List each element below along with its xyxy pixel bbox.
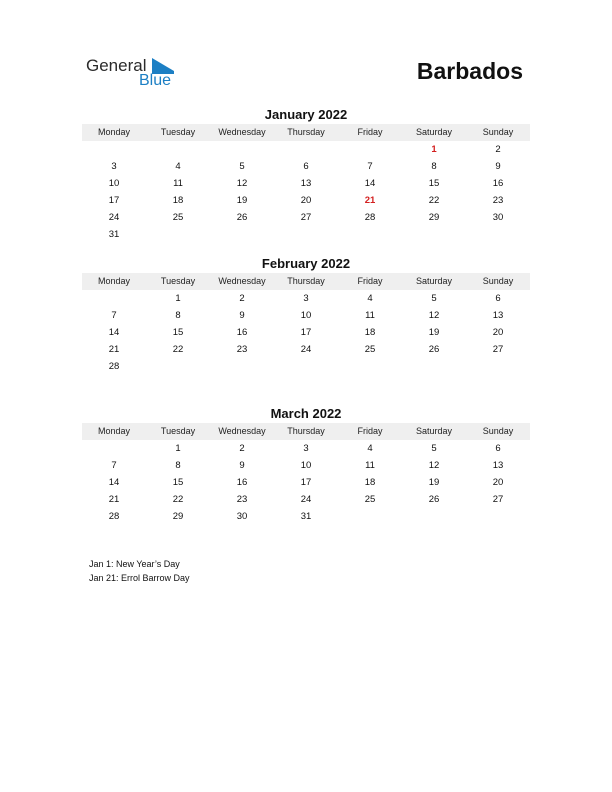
week-row xyxy=(82,290,530,307)
day-cell: 10 xyxy=(108,178,120,189)
day-cell xyxy=(338,358,402,375)
day-cell: 13 xyxy=(492,460,504,471)
weekday-label: Sunday xyxy=(482,426,514,436)
weekday-label: Friday xyxy=(357,127,383,137)
day-cell xyxy=(210,141,274,158)
day-cell: 9 xyxy=(239,310,245,321)
holiday-note: Jan 1: New Year’s Day xyxy=(89,559,180,569)
day-cell: 30 xyxy=(236,511,248,522)
weekday-label: Tuesday xyxy=(160,276,196,286)
day-cell: 19 xyxy=(428,477,440,488)
day-cell: 29 xyxy=(428,212,440,223)
day-cell: 23 xyxy=(492,195,504,206)
day-cell: 25 xyxy=(364,494,376,505)
week-row xyxy=(82,491,530,508)
day-cell xyxy=(274,226,338,243)
day-cell: 21 xyxy=(108,494,120,505)
day-cell: 1 xyxy=(175,443,181,454)
day-cell xyxy=(210,226,274,243)
day-cell: 1 xyxy=(175,293,181,304)
day-cell: 20 xyxy=(492,477,504,488)
day-cell: 20 xyxy=(300,195,312,206)
day-cell: 13 xyxy=(492,310,504,321)
logo-blue-text: Blue xyxy=(139,72,172,89)
day-cell: 17 xyxy=(108,195,120,206)
generalblue-logo xyxy=(86,56,186,92)
day-cell: 2 xyxy=(495,144,501,155)
holiday-day-cell: 1 xyxy=(431,144,437,155)
weekday-label: Saturday xyxy=(415,426,453,436)
month-title: February 2022 xyxy=(261,256,351,271)
day-cell: 25 xyxy=(172,212,184,223)
weekday-label: Wednesday xyxy=(218,426,266,436)
day-cell xyxy=(146,141,210,158)
day-cell: 26 xyxy=(428,494,440,505)
holiday-notes xyxy=(89,557,190,585)
week-row xyxy=(82,158,530,175)
day-cell: 31 xyxy=(108,229,120,240)
day-cell: 22 xyxy=(428,195,440,206)
day-cell: 27 xyxy=(492,344,504,355)
day-cell: 13 xyxy=(300,178,312,189)
month-march xyxy=(82,406,530,525)
day-cell: 8 xyxy=(175,460,181,471)
day-cell: 8 xyxy=(175,310,181,321)
day-cell: 15 xyxy=(172,477,184,488)
day-cell: 22 xyxy=(172,344,184,355)
day-cell: 11 xyxy=(365,310,375,321)
day-cell xyxy=(338,508,402,525)
day-cell: 23 xyxy=(236,494,248,505)
day-cell: 10 xyxy=(300,310,312,321)
day-cell: 8 xyxy=(431,161,437,172)
day-cell: 17 xyxy=(300,477,312,488)
day-cell: 3 xyxy=(303,443,309,454)
day-cell xyxy=(210,358,274,375)
day-cell xyxy=(466,508,530,525)
day-cell: 2 xyxy=(239,293,245,304)
day-cell: 15 xyxy=(172,327,184,338)
day-cell: 16 xyxy=(236,327,248,338)
weekday-label: Tuesday xyxy=(160,127,196,137)
day-cell xyxy=(338,141,402,158)
day-cell: 27 xyxy=(300,212,312,223)
weekday-label: Wednesday xyxy=(218,127,266,137)
day-cell: 4 xyxy=(367,293,373,304)
weekday-label: Saturday xyxy=(415,276,453,286)
day-cell: 10 xyxy=(300,460,312,471)
day-cell: 28 xyxy=(108,361,120,372)
weekday-label: Tuesday xyxy=(160,426,196,436)
week-row xyxy=(82,226,530,243)
day-cell: 26 xyxy=(236,212,248,223)
day-cell xyxy=(466,226,530,243)
day-cell: 6 xyxy=(495,443,501,454)
day-cell xyxy=(402,358,466,375)
weekday-label: Monday xyxy=(97,426,131,436)
week-row xyxy=(82,192,530,209)
weekday-label: Friday xyxy=(357,426,383,436)
weekday-label: Sunday xyxy=(482,276,514,286)
day-cell xyxy=(274,141,338,158)
day-cell: 27 xyxy=(492,494,504,505)
weekday-label: Wednesday xyxy=(218,276,266,286)
day-cell: 4 xyxy=(367,443,373,454)
day-cell: 6 xyxy=(303,161,309,172)
day-cell: 12 xyxy=(428,310,440,321)
day-cell: 18 xyxy=(364,327,376,338)
day-cell: 22 xyxy=(172,494,184,505)
week-row xyxy=(82,358,530,375)
week-row xyxy=(82,141,530,158)
day-cell: 29 xyxy=(172,511,184,522)
day-cell xyxy=(274,358,338,375)
day-cell xyxy=(402,508,466,525)
week-row xyxy=(82,175,530,192)
weekday-label: Sunday xyxy=(482,127,514,137)
day-cell xyxy=(338,226,402,243)
day-cell: 12 xyxy=(236,178,248,189)
day-cell xyxy=(146,358,210,375)
day-cell: 24 xyxy=(108,212,120,223)
weekday-header-row xyxy=(82,423,530,440)
week-row xyxy=(82,508,530,525)
weekday-header-row xyxy=(82,124,530,141)
day-cell: 9 xyxy=(239,460,245,471)
week-row xyxy=(82,440,530,457)
day-cell: 16 xyxy=(236,477,248,488)
day-cell: 21 xyxy=(108,344,120,355)
day-cell: 7 xyxy=(367,161,373,172)
day-cell: 11 xyxy=(365,460,375,471)
day-cell: 16 xyxy=(492,178,504,189)
weekday-label: Thursday xyxy=(287,127,325,137)
day-cell: 25 xyxy=(364,344,376,355)
day-cell: 15 xyxy=(428,178,440,189)
day-cell: 14 xyxy=(108,327,120,338)
day-cell xyxy=(466,358,530,375)
day-cell xyxy=(82,440,146,457)
logo-general-text: General xyxy=(86,56,147,75)
weekday-label: Thursday xyxy=(287,276,325,286)
month-title: March 2022 xyxy=(270,406,342,421)
day-cell: 2 xyxy=(239,443,245,454)
day-cell: 26 xyxy=(428,344,440,355)
day-cell: 12 xyxy=(428,460,440,471)
weekday-header-row xyxy=(82,273,530,290)
day-cell: 7 xyxy=(111,460,117,471)
day-cell: 5 xyxy=(239,161,245,172)
day-cell: 19 xyxy=(428,327,440,338)
week-row xyxy=(82,307,530,324)
day-cell: 5 xyxy=(431,443,437,454)
holiday-note: Jan 21: Errol Barrow Day xyxy=(89,573,190,583)
month-title: January 2022 xyxy=(264,107,348,122)
day-cell xyxy=(82,290,146,307)
day-cell xyxy=(146,226,210,243)
day-cell: 9 xyxy=(495,161,501,172)
day-cell: 11 xyxy=(173,178,183,189)
day-cell: 5 xyxy=(431,293,437,304)
day-cell xyxy=(82,141,146,158)
week-row xyxy=(82,209,530,226)
day-cell: 6 xyxy=(495,293,501,304)
day-cell: 20 xyxy=(492,327,504,338)
month-february xyxy=(82,256,530,375)
day-cell: 31 xyxy=(300,511,312,522)
day-cell: 24 xyxy=(300,494,312,505)
month-january xyxy=(82,107,530,243)
day-cell: 18 xyxy=(172,195,184,206)
day-cell: 3 xyxy=(303,293,309,304)
day-cell: 17 xyxy=(300,327,312,338)
day-cell xyxy=(402,226,466,243)
day-cell: 30 xyxy=(492,212,504,223)
day-cell: 28 xyxy=(108,511,120,522)
day-cell: 14 xyxy=(364,178,376,189)
day-cell: 24 xyxy=(300,344,312,355)
weekday-label: Friday xyxy=(357,276,383,286)
week-row xyxy=(82,324,530,341)
weekday-label: Saturday xyxy=(415,127,453,137)
week-row xyxy=(82,474,530,491)
week-row xyxy=(82,457,530,474)
holiday-day-cell: 21 xyxy=(364,195,376,206)
weekday-label: Monday xyxy=(97,127,131,137)
weekday-label: Thursday xyxy=(287,426,325,436)
day-cell: 4 xyxy=(175,161,181,172)
day-cell: 23 xyxy=(236,344,248,355)
day-cell: 7 xyxy=(111,310,117,321)
day-cell: 18 xyxy=(364,477,376,488)
day-cell: 3 xyxy=(111,161,117,172)
country-title: Barbados xyxy=(416,58,523,84)
week-row xyxy=(82,341,530,358)
weekday-label: Monday xyxy=(97,276,131,286)
day-cell: 14 xyxy=(108,477,120,488)
day-cell: 19 xyxy=(236,195,248,206)
day-cell: 28 xyxy=(364,212,376,223)
